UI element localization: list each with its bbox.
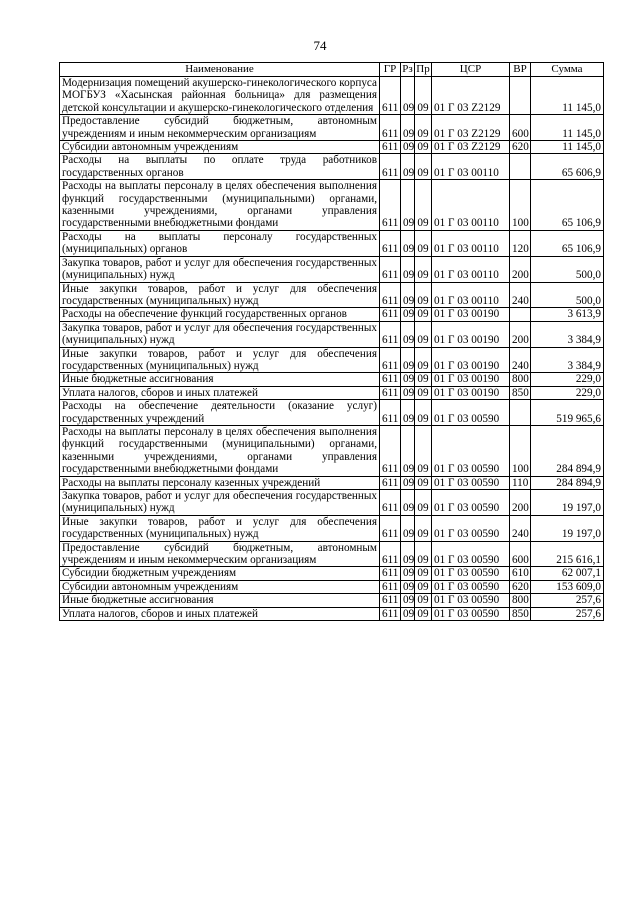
table-row xyxy=(60,567,604,580)
cell-name: Расходы на выплаты персоналу в целях обеспечения выполнения функций государственными (муниципальными) органами, казенными учреждениями, органами управления государственными внебюджетными фондами xyxy=(60,425,380,476)
cell-csr: 01 Г 03 00590 xyxy=(432,515,510,541)
cell-csr: 01 Г 03 00190 xyxy=(432,373,510,386)
header-name: Наименование xyxy=(60,63,380,77)
cell-sum: 3 384,9 xyxy=(531,347,604,373)
cell-pr: 09 xyxy=(415,180,432,231)
cell-csr: 01 Г 03 00590 xyxy=(432,567,510,580)
cell-vr: 100 xyxy=(510,180,531,231)
cell-rz: 09 xyxy=(401,282,415,308)
cell-sum: 257,6 xyxy=(531,594,604,607)
header-gr: ГР xyxy=(380,63,401,77)
cell-vr: 120 xyxy=(510,230,531,256)
cell-rz: 09 xyxy=(401,567,415,580)
cell-name: Иные закупки товаров, работ и услуг для обеспечения государственных (муниципальных) нужд xyxy=(60,282,380,308)
cell-pr: 09 xyxy=(415,400,432,426)
header-pr: Пр xyxy=(416,63,430,76)
cell-pr: 09 xyxy=(415,154,432,180)
cell-sum: 19 197,0 xyxy=(531,515,604,541)
cell-pr: 09 xyxy=(415,490,432,516)
table-row xyxy=(60,400,604,426)
cell-vr: 600 xyxy=(510,115,531,141)
cell-rz: 09 xyxy=(401,141,415,154)
table-row xyxy=(60,594,604,607)
cell-csr: 01 Г 03 00590 xyxy=(432,490,510,516)
cell-rz: 09 xyxy=(401,400,415,426)
header-vr: ВР xyxy=(510,63,531,77)
cell-gr: 611 xyxy=(380,541,401,567)
cell-pr: 09 xyxy=(415,230,432,256)
cell-sum: 284 894,9 xyxy=(531,476,604,489)
cell-csr: 01 Г 03 00590 xyxy=(432,580,510,593)
cell-name: Расходы на обеспечение деятельности (оказание услуг) государственных учреждений xyxy=(60,400,380,426)
cell-vr: 850 xyxy=(510,607,531,620)
cell-pr: 09 xyxy=(415,308,432,321)
cell-name: Закупка товаров, работ и услуг для обеспечения государственных (муниципальных) нужд xyxy=(60,490,380,516)
table-row xyxy=(60,282,604,308)
table-row xyxy=(60,541,604,567)
cell-gr: 611 xyxy=(380,373,401,386)
cell-rz: 09 xyxy=(401,607,415,620)
cell-name: Уплата налогов, сборов и иных платежей xyxy=(60,386,380,399)
cell-rz: 09 xyxy=(401,347,415,373)
cell-name: Расходы на выплаты по оплате труда работников государственных органов xyxy=(60,154,380,180)
cell-sum: 3 384,9 xyxy=(531,321,604,347)
cell-name: Расходы на обеспечение функций государственных органов xyxy=(60,308,380,321)
cell-pr: 09 xyxy=(415,256,432,282)
cell-pr: 09 xyxy=(415,607,432,620)
cell-vr: 100 xyxy=(510,425,531,476)
cell-gr: 611 xyxy=(380,115,401,141)
cell-vr xyxy=(510,154,531,180)
cell-gr: 611 xyxy=(380,594,401,607)
cell-pr: 09 xyxy=(415,141,432,154)
table-row xyxy=(60,373,604,386)
cell-vr: 200 xyxy=(510,256,531,282)
cell-gr: 611 xyxy=(380,347,401,373)
cell-rz: 09 xyxy=(401,256,415,282)
cell-name: Иные бюджетные ассигнования xyxy=(60,373,380,386)
cell-rz: 09 xyxy=(401,154,415,180)
cell-rz: 09 xyxy=(401,425,415,476)
cell-gr: 611 xyxy=(380,154,401,180)
cell-sum: 229,0 xyxy=(531,386,604,399)
cell-name: Модернизация помещений акушерско-гинекологического корпуса МОГБУЗ «Хасынская районная больница» для размещения детской консультации и акушерско-гинекологического отделения xyxy=(60,77,380,115)
cell-name: Расходы на выплаты персоналу государственных (муниципальных) органов xyxy=(60,230,380,256)
cell-sum: 519 965,6 xyxy=(531,400,604,426)
cell-sum: 11 145,0 xyxy=(531,115,604,141)
cell-csr: 01 Г 03 00590 xyxy=(432,594,510,607)
cell-vr: 610 xyxy=(510,567,531,580)
cell-gr: 611 xyxy=(380,230,401,256)
cell-rz: 09 xyxy=(401,373,415,386)
cell-pr: 09 xyxy=(415,515,432,541)
cell-gr: 611 xyxy=(380,400,401,426)
cell-sum: 65 106,9 xyxy=(531,180,604,231)
cell-name: Иные бюджетные ассигнования xyxy=(60,594,380,607)
table-row xyxy=(60,115,604,141)
cell-sum: 153 609,0 xyxy=(531,580,604,593)
cell-sum: 3 613,9 xyxy=(531,308,604,321)
cell-gr: 611 xyxy=(380,476,401,489)
table-row xyxy=(60,580,604,593)
cell-pr: 09 xyxy=(415,425,432,476)
cell-pr: 09 xyxy=(415,373,432,386)
cell-csr: 01 Г 03 00190 xyxy=(432,347,510,373)
cell-csr: 01 Г 03 00110 xyxy=(432,180,510,231)
cell-csr: 01 Г 03 00190 xyxy=(432,386,510,399)
cell-gr: 611 xyxy=(380,256,401,282)
cell-name: Расходы на выплаты персоналу казенных учреждений xyxy=(60,476,380,489)
table-row xyxy=(60,515,604,541)
cell-vr xyxy=(510,308,531,321)
cell-csr: 01 Г 03 00190 xyxy=(432,308,510,321)
cell-gr: 611 xyxy=(380,515,401,541)
header-csr: ЦСР xyxy=(432,63,510,77)
cell-rz: 09 xyxy=(401,594,415,607)
cell-rz: 09 xyxy=(401,180,415,231)
cell-sum: 215 616,1 xyxy=(531,541,604,567)
cell-pr: 09 xyxy=(415,321,432,347)
cell-rz: 09 xyxy=(401,515,415,541)
header-rz: Рз xyxy=(402,63,413,76)
cell-gr: 611 xyxy=(380,490,401,516)
table-body xyxy=(60,77,604,621)
cell-gr: 611 xyxy=(380,321,401,347)
cell-pr: 09 xyxy=(415,386,432,399)
cell-vr: 800 xyxy=(510,594,531,607)
cell-rz: 09 xyxy=(401,230,415,256)
cell-gr: 611 xyxy=(380,180,401,231)
cell-pr: 09 xyxy=(415,594,432,607)
table-row xyxy=(60,347,604,373)
cell-gr: 611 xyxy=(380,425,401,476)
cell-vr: 800 xyxy=(510,373,531,386)
cell-rz: 09 xyxy=(401,476,415,489)
cell-pr: 09 xyxy=(415,567,432,580)
cell-pr: 09 xyxy=(415,347,432,373)
table-row xyxy=(60,180,604,231)
header-sum: Сумма xyxy=(531,63,604,77)
table-header-row xyxy=(60,63,604,77)
cell-name: Предоставление субсидий бюджетным, автономным учреждениям и иным некоммерческим организациям xyxy=(60,541,380,567)
cell-vr: 600 xyxy=(510,541,531,567)
cell-sum: 500,0 xyxy=(531,256,604,282)
cell-vr: 110 xyxy=(510,476,531,489)
cell-name: Субсидии бюджетным учреждениям xyxy=(60,567,380,580)
cell-csr: 01 Г 03 00110 xyxy=(432,154,510,180)
table-row xyxy=(60,154,604,180)
cell-csr: 01 Г 03 Z2129 xyxy=(432,115,510,141)
cell-sum: 65 106,9 xyxy=(531,230,604,256)
cell-vr: 200 xyxy=(510,490,531,516)
cell-gr: 611 xyxy=(380,607,401,620)
cell-name: Уплата налогов, сборов и иных платежей xyxy=(60,607,380,620)
cell-vr: 620 xyxy=(510,580,531,593)
cell-csr: 01 Г 03 00110 xyxy=(432,256,510,282)
cell-sum: 257,6 xyxy=(531,607,604,620)
cell-pr: 09 xyxy=(415,541,432,567)
cell-sum: 62 007,1 xyxy=(531,567,604,580)
cell-rz: 09 xyxy=(401,541,415,567)
cell-vr: 200 xyxy=(510,321,531,347)
cell-csr: 01 Г 03 00190 xyxy=(432,321,510,347)
cell-rz: 09 xyxy=(401,580,415,593)
cell-csr: 01 Г 03 Z2129 xyxy=(432,141,510,154)
cell-rz: 09 xyxy=(401,490,415,516)
table-row xyxy=(60,490,604,516)
cell-vr xyxy=(510,400,531,426)
cell-pr: 09 xyxy=(415,115,432,141)
cell-pr: 09 xyxy=(415,77,432,115)
cell-gr: 611 xyxy=(380,282,401,308)
table-row xyxy=(60,476,604,489)
cell-gr: 611 xyxy=(380,141,401,154)
cell-rz: 09 xyxy=(401,386,415,399)
cell-vr: 240 xyxy=(510,282,531,308)
cell-sum: 11 145,0 xyxy=(531,141,604,154)
cell-sum: 19 197,0 xyxy=(531,490,604,516)
cell-sum: 229,0 xyxy=(531,373,604,386)
cell-csr: 01 Г 03 00590 xyxy=(432,425,510,476)
cell-csr: 01 Г 03 00590 xyxy=(432,400,510,426)
cell-vr: 240 xyxy=(510,347,531,373)
cell-pr: 09 xyxy=(415,476,432,489)
table-row xyxy=(60,607,604,620)
table-row xyxy=(60,256,604,282)
page-number: 74 xyxy=(313,38,327,53)
cell-rz: 09 xyxy=(401,321,415,347)
cell-rz: 09 xyxy=(401,77,415,115)
cell-csr: 01 Г 03 00110 xyxy=(432,282,510,308)
cell-name: Иные закупки товаров, работ и услуг для обеспечения государственных (муниципальных) нужд xyxy=(60,347,380,373)
cell-pr: 09 xyxy=(415,580,432,593)
cell-vr: 850 xyxy=(510,386,531,399)
cell-gr: 611 xyxy=(380,77,401,115)
table-row xyxy=(60,425,604,476)
cell-vr: 620 xyxy=(510,141,531,154)
cell-sum: 11 145,0 xyxy=(531,77,604,115)
cell-csr: 01 Г 03 00590 xyxy=(432,541,510,567)
cell-name: Иные закупки товаров, работ и услуг для обеспечения государственных (муниципальных) нужд xyxy=(60,515,380,541)
cell-pr: 09 xyxy=(415,282,432,308)
cell-vr xyxy=(510,77,531,115)
cell-name: Предоставление субсидий бюджетным, автономным учреждениям и иным некоммерческим организациям xyxy=(60,115,380,141)
cell-csr: 01 Г 03 00590 xyxy=(432,607,510,620)
cell-sum: 284 894,9 xyxy=(531,425,604,476)
cell-rz: 09 xyxy=(401,308,415,321)
cell-gr: 611 xyxy=(380,580,401,593)
cell-rz: 09 xyxy=(401,115,415,141)
table-row xyxy=(60,77,604,115)
cell-vr: 240 xyxy=(510,515,531,541)
table-row xyxy=(60,308,604,321)
cell-csr: 01 Г 03 00110 xyxy=(432,230,510,256)
table-row xyxy=(60,141,604,154)
table-row xyxy=(60,321,604,347)
cell-name: Субсидии автономным учреждениям xyxy=(60,580,380,593)
cell-name: Закупка товаров, работ и услуг для обеспечения государственных (муниципальных) нужд xyxy=(60,321,380,347)
cell-csr: 01 Г 03 00590 xyxy=(432,476,510,489)
cell-sum: 500,0 xyxy=(531,282,604,308)
table-row xyxy=(60,230,604,256)
cell-gr: 611 xyxy=(380,567,401,580)
cell-csr: 01 Г 03 Z2129 xyxy=(432,77,510,115)
cell-sum: 65 606,9 xyxy=(531,154,604,180)
cell-gr: 611 xyxy=(380,308,401,321)
budget-table xyxy=(59,62,604,621)
cell-gr: 611 xyxy=(380,386,401,399)
cell-name: Субсидии автономным учреждениям xyxy=(60,141,380,154)
cell-name: Расходы на выплаты персоналу в целях обеспечения выполнения функций государственными (муниципальными) органами, казенными учреждениями, органами управления государственными внебюджетными фондами xyxy=(60,180,380,231)
cell-name: Закупка товаров, работ и услуг для обеспечения государственных (муниципальных) нужд xyxy=(60,256,380,282)
table-row xyxy=(60,386,604,399)
